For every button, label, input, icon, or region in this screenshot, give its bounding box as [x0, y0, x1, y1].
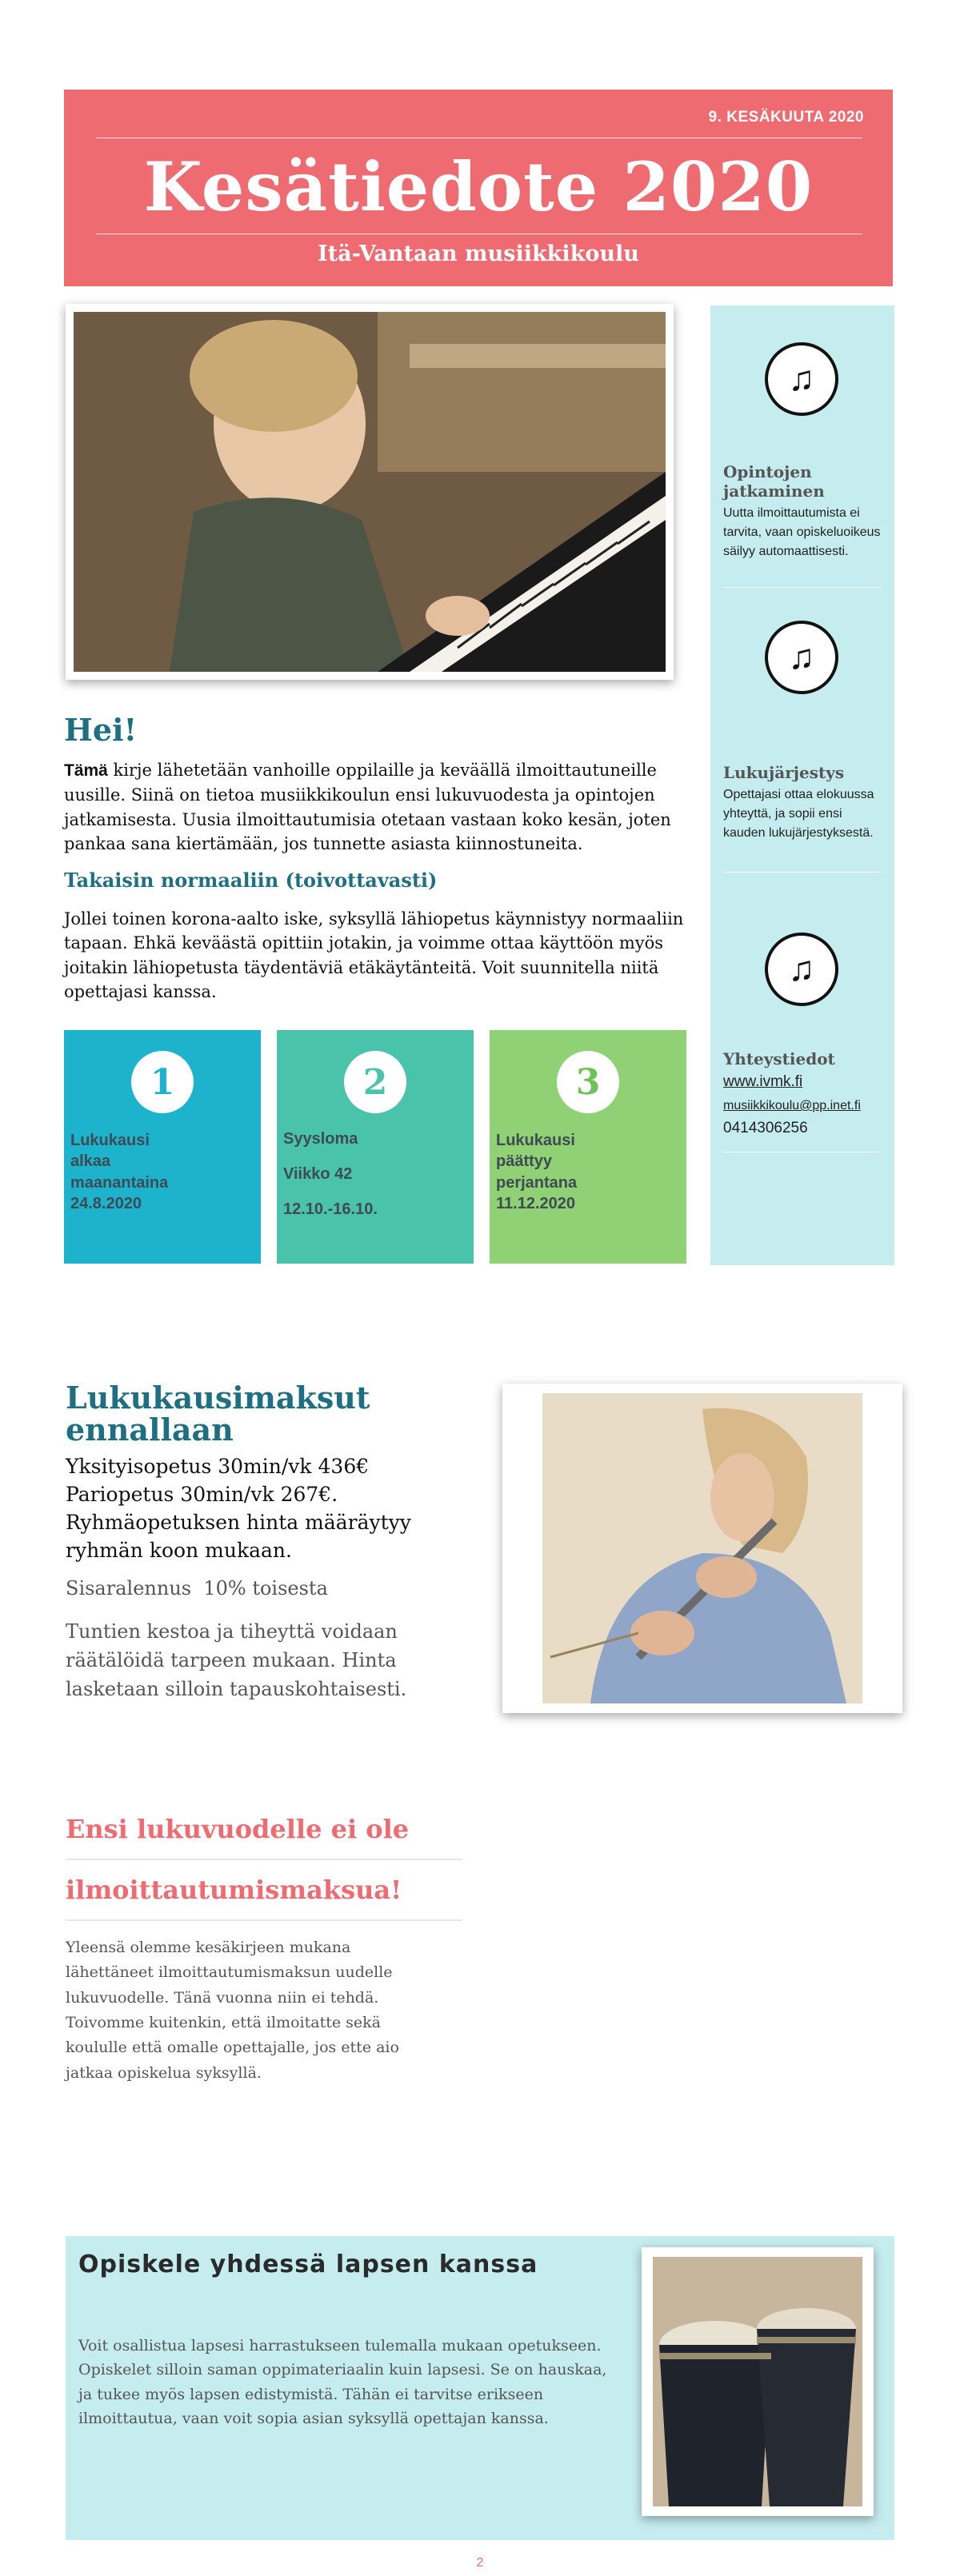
- page-number: 2: [476, 2556, 484, 2570]
- box-line: 24.8.2020: [70, 1195, 142, 1213]
- school-name: Itä-Vantaan musiikkikoulu: [318, 242, 639, 266]
- intro-paragraph: [64, 758, 696, 857]
- greeting-heading: Hei!: [64, 712, 138, 748]
- fee-line: Yksityisopetus 30min/vk 436€: [66, 1455, 370, 1478]
- no-fee-paragraph: Yleensä olemme kesäkirjeen mukana lähettäneet ilmoittautumismaksun uudelle lukuvuodelle. Tänä vuonna niin ei tehdä. Toivomme kuitenkin, että ilmoitatte sekä koululle että omalle opettajalle, jos ette aio jatkaa opiskelua syksyllä.: [66, 1939, 399, 2082]
- piano-child-photo: [66, 304, 674, 680]
- box-text: [496, 1130, 680, 1215]
- conga-drums-photo: [642, 2247, 874, 2516]
- heading-divider: [66, 1919, 462, 1921]
- box-line: perjantana: [496, 1173, 578, 1192]
- fee-line: Pariopetus 30min/vk 267€.: [66, 1483, 338, 1506]
- intro-lead-word: Tämä: [64, 761, 108, 780]
- box-line: Syysloma: [283, 1130, 358, 1148]
- conga-drums-image: [653, 2257, 862, 2506]
- sidebar-heading-schedule: Lukujärjestys: [723, 763, 845, 782]
- flute-drawing-photo: [502, 1384, 902, 1713]
- box-text: [70, 1130, 254, 1215]
- email-link[interactable]: musiikkikoulu@pp.inet.fi: [723, 1099, 861, 1112]
- fees-note: Tuntien kestoa ja tiheyttä voidaan räätälöidä tarpeen mukaan. Hinta lasketaan silloin tapauskohtaisesti.: [66, 1620, 407, 1700]
- newsletter-title: Kesätiedote 2020: [143, 147, 814, 226]
- sidebar-divider: [723, 587, 882, 588]
- box-number: 3: [557, 1051, 619, 1113]
- header-banner: [64, 90, 893, 286]
- music-note-icon: ♫: [765, 933, 838, 1006]
- box-number: 2: [344, 1051, 406, 1113]
- sidebar-heading-continuation: Opintojen jatkaminen: [723, 462, 825, 501]
- issue-date: 9. KESÄKUUTA 2020: [708, 109, 864, 126]
- sidebar-text-schedule: Opettajasi ottaa elokuussa yhteyttä, ja sopii ensi kauden lukujärjestyksestä.: [723, 788, 874, 840]
- normal-paragraph: Jollei toinen korona-aalto iske, syksyllä lähiopetus käynnistyy normaaliin tapaan. Ehkä keväästä opittiin jotakin, ja voimme ottaa käyttöön myös joitakin lähiopetusta täydentäviä etäkäytänteitä. Voit suunnitella niitä opettajasi kanssa.: [64, 909, 684, 1002]
- fees-list: [66, 1452, 466, 1564]
- no-fee-heading-line2: ilmoittautumismaksua!: [66, 1875, 402, 1905]
- box-text: [283, 1130, 467, 1218]
- flute-drawing-image: [542, 1393, 862, 1703]
- fee-line: Ryhmäopetuksen hinta määräytyy ryhmän koon mukaan.: [66, 1511, 411, 1562]
- box-line: päättyy: [496, 1152, 553, 1171]
- box-line: Lukukausi: [496, 1132, 575, 1149]
- website-link[interactable]: www.ivmk.fi: [723, 1073, 803, 1090]
- date-box-1: [64, 1030, 261, 1264]
- intro-text: kirje lähetetään vanhoille oppilaille ja keväällä ilmoittautuneille uusille. Siinä on tietoa musiikkikoulun ensi lukuvuodesta ja opintojen jatkamisesta. Uusia ilmoittautumisia otetaan vastaan koko kesän, joten pankaa sana kiertämään, jos tunnette asiasta kiinnostuneita.: [64, 761, 671, 854]
- normal-subheading: Takaisin normaaliin (toivottavasti): [64, 869, 438, 892]
- no-fee-heading-line1: Ensi lukuvuodelle ei ole: [66, 1814, 410, 1844]
- music-note-icon: ♫: [765, 342, 838, 416]
- music-note-icon: ♫: [765, 621, 838, 694]
- piano-photo-image: [74, 312, 666, 672]
- fees-heading: Lukukausimaksut ennallaan: [66, 1380, 370, 1448]
- sidebar-divider: [723, 872, 882, 873]
- sibling-discount: Sisaralennus 10% toisesta: [66, 1577, 328, 1600]
- heading-divider: [66, 1859, 462, 1860]
- study-together-paragraph: Voit osallistua lapsesi harrastukseen tulemalla mukaan opetukseen. Opiskelet silloin saman oppimateriaalin kuin lapsesi. Se on hauskaa, ja tukee myös lapsen edistymistä. Tähän ei tarvitse erikseen ilmoittautua, vaan voit sopia asian syksyllä opettajan kanssa.: [78, 2337, 607, 2428]
- box-line: Viikko 42: [283, 1165, 353, 1183]
- box-line: maanantaina: [70, 1173, 169, 1192]
- box-line: 11.12.2020: [496, 1195, 575, 1213]
- sidebar-heading-contact: Yhteystiedot: [723, 1049, 835, 1068]
- study-together-heading: Opiskele yhdessä lapsen kanssa: [78, 2251, 538, 2278]
- box-number: 1: [131, 1051, 194, 1113]
- box-line: Lukukausi: [70, 1132, 150, 1149]
- box-line: 12.10.-16.10.: [283, 1200, 378, 1218]
- sidebar-text-continuation: Uutta ilmoittautumista ei tarvita, vaan opiskeluoikeus säilyy automaattisesti.: [723, 506, 881, 558]
- info-sidebar: [710, 306, 894, 1265]
- study-together-section: [66, 2236, 894, 2540]
- box-line: alkaa: [70, 1152, 111, 1171]
- date-box-2: [277, 1030, 474, 1264]
- phone-number: 0414306256: [723, 1120, 808, 1136]
- date-box-3: [490, 1030, 686, 1264]
